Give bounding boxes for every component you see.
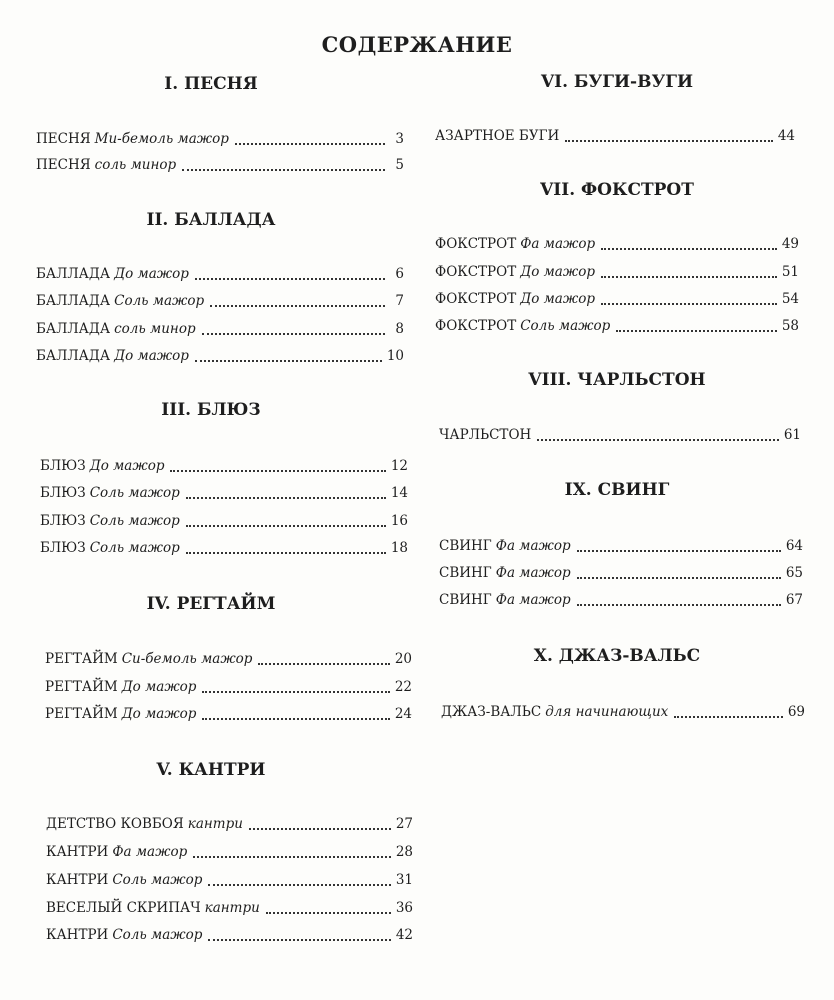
section-heading: VII. ФОКСТРОТ — [540, 180, 694, 200]
toc-entry — [40, 540, 408, 560]
section-heading: IX. СВИНГ — [564, 480, 670, 500]
entry-key: До мажор — [520, 264, 595, 280]
entry-title: БЛЮЗ — [40, 485, 86, 501]
entry-page-number: 58 — [781, 318, 799, 334]
dot-leader — [266, 912, 391, 914]
entry-title: РЕГТАЙМ — [45, 706, 118, 722]
entry-key: кантри — [204, 900, 260, 916]
entry-title: ЧАРЛЬСТОН — [439, 427, 532, 443]
dot-leader — [601, 248, 777, 250]
entry-title: БАЛЛАДА — [36, 293, 111, 309]
entry-page-number: 54 — [781, 291, 799, 307]
entry-page-number: 22 — [394, 679, 412, 695]
entry-page-number: 28 — [395, 844, 413, 860]
toc-entry — [46, 872, 413, 892]
entry-key: кантри — [187, 816, 243, 832]
entry-title: ФОКСТРОТ — [435, 318, 517, 334]
entry-title: ПЕСНЯ — [36, 157, 91, 173]
section-heading: IV. РЕГТАЙМ — [146, 594, 276, 614]
dot-leader — [202, 333, 385, 335]
entry-title: СВИНГ — [439, 592, 492, 608]
entry-page-number: 14 — [390, 485, 408, 501]
entry-title: ПЕСНЯ — [36, 131, 91, 147]
entry-title: СВИНГ — [439, 538, 492, 554]
entry-key: До мажор — [89, 458, 165, 474]
entry-title: ФОКСТРОТ — [435, 264, 517, 280]
toc-entry — [435, 291, 799, 311]
toc-entry — [46, 844, 413, 864]
section-heading: III. БЛЮЗ — [161, 400, 261, 420]
dot-leader — [202, 691, 389, 693]
entry-page-number: 18 — [390, 540, 408, 556]
entry-title: ВЕСЕЛЫЙ СКРИПАЧ — [46, 900, 201, 916]
entry-page-number: 24 — [394, 706, 412, 722]
dot-leader — [601, 276, 777, 278]
entry-key: Соль мажор — [89, 540, 180, 556]
entry-key: Соль мажор — [89, 513, 180, 529]
dot-leader — [565, 140, 772, 142]
entry-key: Си-бемоль мажор — [121, 651, 253, 667]
dot-leader — [170, 470, 385, 472]
dot-leader — [182, 169, 385, 171]
page-title: СОДЕРЖАНИЕ — [321, 32, 513, 57]
entry-page-number: 51 — [781, 264, 799, 280]
entry-page-number: 12 — [390, 458, 408, 474]
entry-title: ФОКСТРОТ — [435, 236, 517, 252]
entry-title: КАНТРИ — [46, 844, 109, 860]
toc-entry — [435, 128, 795, 148]
dot-leader — [258, 663, 389, 665]
toc-entry — [45, 679, 412, 699]
toc-entry — [439, 565, 803, 585]
toc-entry — [45, 706, 412, 726]
entry-page-number: 6 — [395, 266, 404, 282]
entry-key: До мажор — [121, 706, 197, 722]
toc-entry — [45, 651, 412, 671]
dot-leader — [577, 550, 781, 552]
entry-key: Фа мажор — [495, 565, 571, 581]
entry-key: Фа мажор — [495, 538, 571, 554]
toc-entry — [36, 293, 404, 313]
entry-key: Фа мажор — [520, 236, 596, 252]
toc-entry — [40, 458, 408, 478]
entry-key: До мажор — [114, 266, 189, 282]
dot-leader — [601, 303, 777, 305]
toc-entry — [40, 485, 408, 505]
entry-page-number: 8 — [395, 321, 404, 337]
entry-page-number: 27 — [395, 816, 413, 832]
entry-key: Ми-бемоль мажор — [94, 131, 229, 147]
entry-title: БЛЮЗ — [40, 458, 86, 474]
entry-page-number: 42 — [395, 927, 413, 943]
entry-key: Фа мажор — [495, 592, 571, 608]
entry-title: БЛЮЗ — [40, 540, 86, 556]
toc-entry — [435, 318, 799, 338]
section-heading: II. БАЛЛАДА — [146, 210, 276, 230]
entry-title: БАЛЛАДА — [36, 321, 111, 337]
entry-key: До мажор — [121, 679, 197, 695]
dot-leader — [235, 143, 385, 145]
dot-leader — [193, 856, 391, 858]
toc-entry — [435, 236, 799, 256]
entry-page-number: 7 — [395, 293, 404, 309]
dot-leader — [195, 278, 385, 280]
toc-entry — [36, 157, 404, 177]
entry-title: БАЛЛАДА — [36, 348, 111, 364]
dot-leader — [210, 305, 385, 307]
toc-entry — [46, 900, 413, 920]
toc-entry — [435, 264, 799, 284]
entry-key: для начинающих — [545, 704, 669, 720]
toc-entry — [439, 592, 803, 612]
entry-key: Соль мажор — [112, 927, 203, 943]
section-heading: VIII. ЧАРЛЬСТОН — [528, 370, 706, 390]
entry-page-number: 16 — [390, 513, 408, 529]
toc-entry — [46, 927, 413, 947]
section-heading: V. КАНТРИ — [156, 760, 266, 780]
dot-leader — [186, 497, 386, 499]
entry-key: Фа мажор — [112, 844, 188, 860]
dot-leader — [674, 716, 783, 718]
entry-title: БЛЮЗ — [40, 513, 86, 529]
toc-entry — [36, 321, 404, 341]
toc-entry — [36, 348, 404, 368]
entry-key: До мажор — [114, 348, 189, 364]
toc-entry — [439, 538, 803, 558]
dot-leader — [249, 828, 391, 830]
entry-title: РЕГТАЙМ — [45, 679, 118, 695]
entry-title: СВИНГ — [439, 565, 492, 581]
dot-leader — [202, 718, 389, 720]
entry-key: соль минор — [94, 157, 177, 173]
dot-leader — [537, 439, 779, 441]
entry-title: ДЕТСТВО КОВБОЯ — [46, 816, 184, 832]
entry-page-number: 10 — [386, 348, 404, 364]
section-heading: I. ПЕСНЯ — [164, 74, 258, 94]
dot-leader — [208, 939, 390, 941]
entry-page-number: 49 — [781, 236, 799, 252]
entry-title: БАЛЛАДА — [36, 266, 111, 282]
toc-entry — [46, 816, 413, 836]
dot-leader — [195, 360, 382, 362]
entry-key: Соль мажор — [520, 318, 611, 334]
entry-page-number: 61 — [783, 427, 801, 443]
entry-title: АЗАРТНОЕ БУГИ — [435, 128, 560, 144]
section-heading: X. ДЖАЗ-ВАЛЬС — [533, 646, 701, 666]
entry-page-number: 69 — [787, 704, 805, 720]
entry-title: КАНТРИ — [46, 927, 109, 943]
entry-page-number: 5 — [395, 157, 404, 173]
entry-key: Соль мажор — [89, 485, 180, 501]
section-heading: VI. БУГИ-ВУГИ — [540, 72, 694, 92]
entry-page-number: 36 — [395, 900, 413, 916]
toc-entry — [441, 704, 805, 724]
entry-page-number: 31 — [395, 872, 413, 888]
entry-title: РЕГТАЙМ — [45, 651, 118, 667]
toc-entry — [40, 513, 408, 533]
toc-entry — [36, 131, 404, 151]
dot-leader — [186, 525, 386, 527]
entry-page-number: 67 — [785, 592, 803, 608]
entry-page-number: 65 — [785, 565, 803, 581]
entry-key: Соль мажор — [112, 872, 203, 888]
dot-leader — [186, 552, 386, 554]
toc-entry — [439, 427, 801, 447]
entry-page-number: 3 — [395, 131, 404, 147]
entry-title: КАНТРИ — [46, 872, 109, 888]
entry-key: До мажор — [520, 291, 595, 307]
entry-title: ДЖАЗ-ВАЛЬС — [441, 704, 542, 720]
dot-leader — [577, 577, 781, 579]
entry-key: соль минор — [114, 321, 196, 337]
entry-key: Соль мажор — [114, 293, 205, 309]
dot-leader — [577, 604, 781, 606]
entry-page-number: 64 — [785, 538, 803, 554]
entry-page-number: 44 — [777, 128, 795, 144]
entry-title: ФОКСТРОТ — [435, 291, 517, 307]
entry-page-number: 20 — [394, 651, 412, 667]
dot-leader — [616, 330, 777, 332]
dot-leader — [208, 884, 390, 886]
toc-entry — [36, 266, 404, 286]
